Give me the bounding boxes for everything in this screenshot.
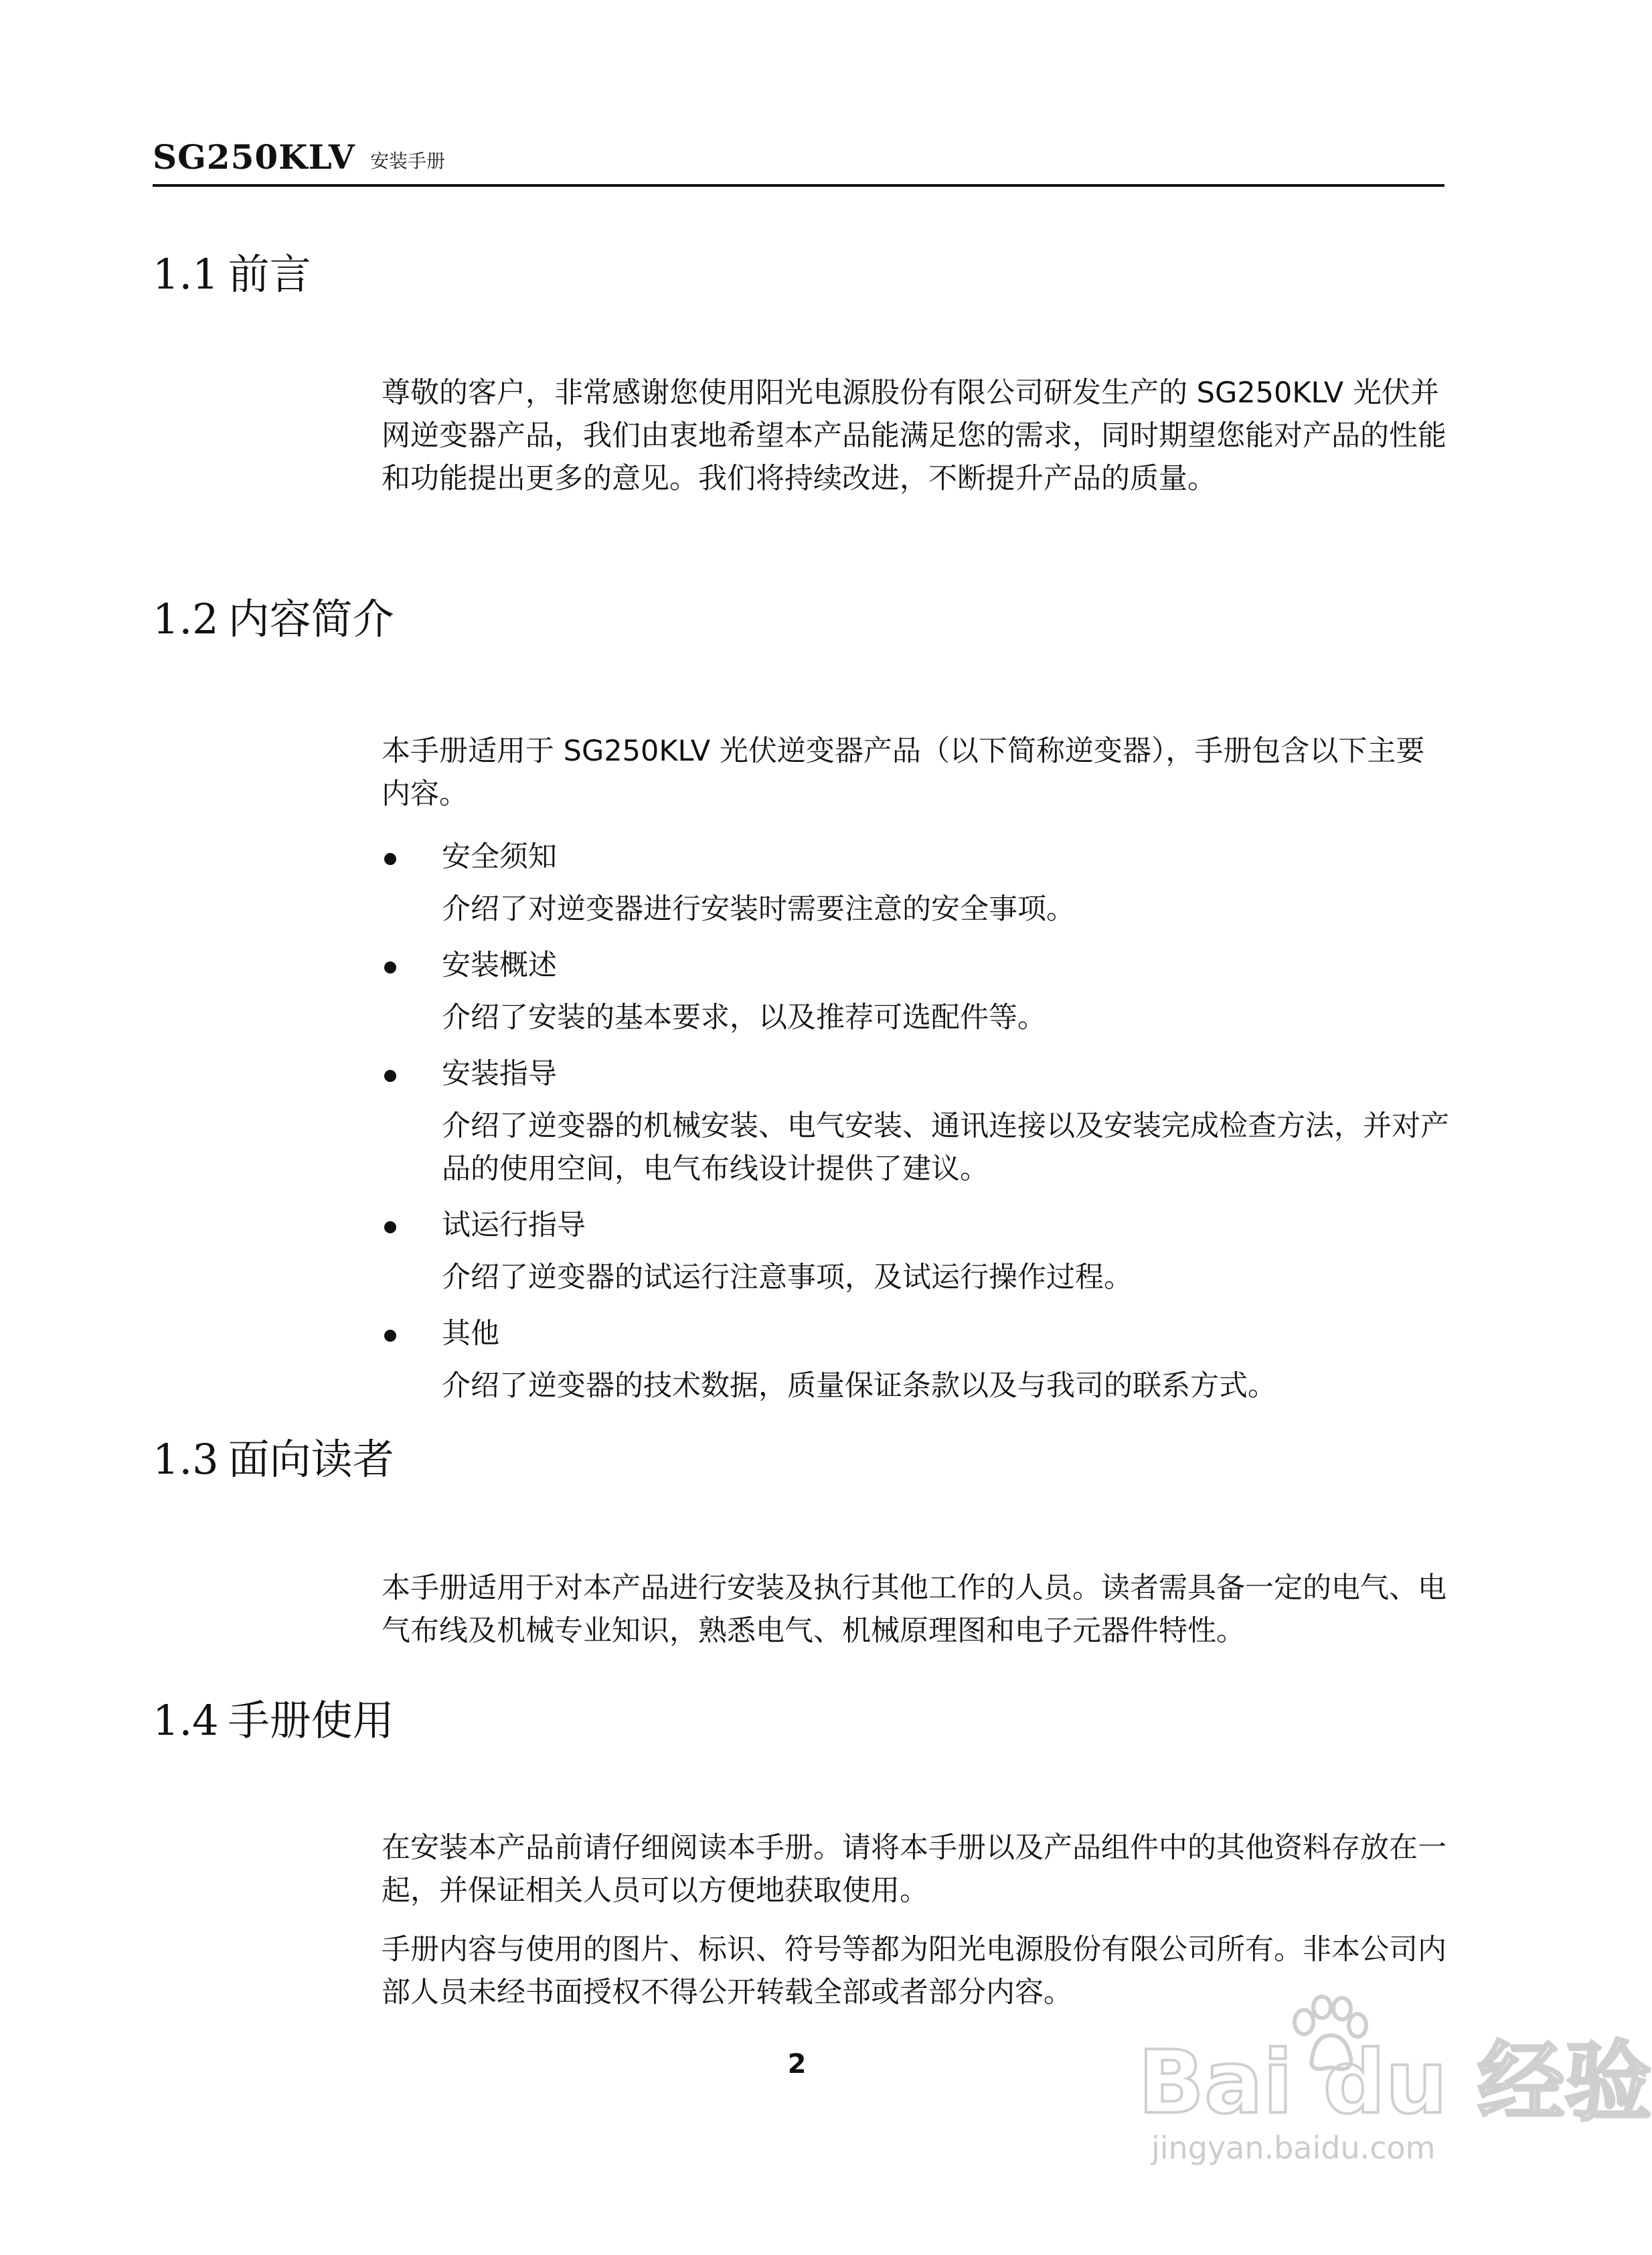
section-heading-1-1	[153, 248, 311, 301]
watermark-url: jingyan.baidu.com	[1151, 2130, 1436, 2166]
section-heading-1-2	[153, 593, 394, 646]
section-number: 1.2	[153, 595, 219, 643]
bullet-desc: 介绍了逆变器的机械安装、电气安装、通讯连接以及安装完成检查方法，并对产品的使用空间，电气布线设计提供了建议。	[442, 1109, 1449, 1186]
list-item	[382, 1053, 1453, 1190]
section-title: 面向读者	[228, 1435, 394, 1484]
bullet-icon	[384, 1070, 396, 1082]
list-item	[382, 944, 1453, 1039]
header-subtitle: 安装手册	[370, 150, 446, 172]
list-item	[382, 1204, 1453, 1299]
bullet-icon	[384, 1221, 396, 1233]
section-heading-1-4	[153, 1694, 394, 1747]
section-1-4-paragraph-2: 手册内容与使用的图片、标识、符号等都为阳光电源股份有限公司所有。非本公司内部人员未经书面授权不得公开转载全部或者部分内容。	[382, 1933, 1447, 2009]
bullet-icon	[384, 1330, 396, 1342]
bullet-icon	[384, 961, 396, 974]
bullet-icon	[384, 853, 396, 865]
section-1-2-intro: 本手册适用于 SG250KLV 光伏逆变器产品（以下简称逆变器），手册包含以下主要内容。	[382, 734, 1425, 811]
section-1-4-paragraph-1: 在安装本产品前请仔细阅读本手册。请将本手册以及产品组件中的其他资料存放在一起，并保证相关人员可以方便地获取使用。	[382, 1831, 1447, 1908]
list-item	[382, 836, 1453, 931]
watermark-brand: Bai du 经验	[1138, 2031, 1652, 2133]
section-title: 手册使用	[228, 1696, 394, 1745]
bullet-title: 试运行指导	[442, 1209, 586, 1242]
baidu-watermark	[1138, 1995, 1652, 2169]
bullet-desc: 介绍了安装的基本要求，以及推荐可选配件等。	[442, 1001, 1046, 1034]
bullet-desc: 介绍了逆变器的技术数据，质量保证条款以及与我司的联系方式。	[442, 1369, 1276, 1403]
section-title: 前言	[228, 250, 311, 299]
bullet-title: 安全须知	[442, 840, 557, 874]
header-model: SG250KLV	[153, 137, 355, 177]
list-item	[382, 1312, 1453, 1407]
bullet-title: 安装指导	[442, 1057, 557, 1091]
section-number: 1.1	[153, 250, 219, 299]
page-number: 2	[787, 2049, 807, 2080]
section-heading-1-3	[153, 1433, 394, 1486]
section-title: 内容简介	[228, 595, 394, 643]
contents-bullet-list	[382, 836, 1453, 1421]
section-number: 1.3	[153, 1435, 219, 1484]
bullet-title: 其他	[442, 1317, 499, 1350]
bullet-desc: 介绍了逆变器的试运行注意事项，及试运行操作过程。	[442, 1261, 1133, 1294]
section-1-3-paragraph: 本手册适用于对本产品进行安装及执行其他工作的人员。读者需具备一定的电气、电气布线及机械专业知识，熟悉电气、机械原理图和电子元器件特性。	[382, 1571, 1447, 1648]
section-1-1-paragraph: 尊敬的客户，非常感谢您使用阳光电源股份有限公司研发生产的 SG250KLV 光伏并网逆变器产品，我们由衷地希望本产品能满足您的需求，同时期望您能对产品的性能和功能提出更多的意见。我们将持续改进，不断提升产品的质量。	[382, 376, 1447, 495]
bullet-desc: 介绍了对逆变器进行安装时需要注意的安全事项。	[442, 892, 1075, 926]
page-header	[153, 137, 1444, 187]
bullet-title: 安装概述	[442, 949, 557, 982]
section-number: 1.4	[153, 1696, 219, 1745]
